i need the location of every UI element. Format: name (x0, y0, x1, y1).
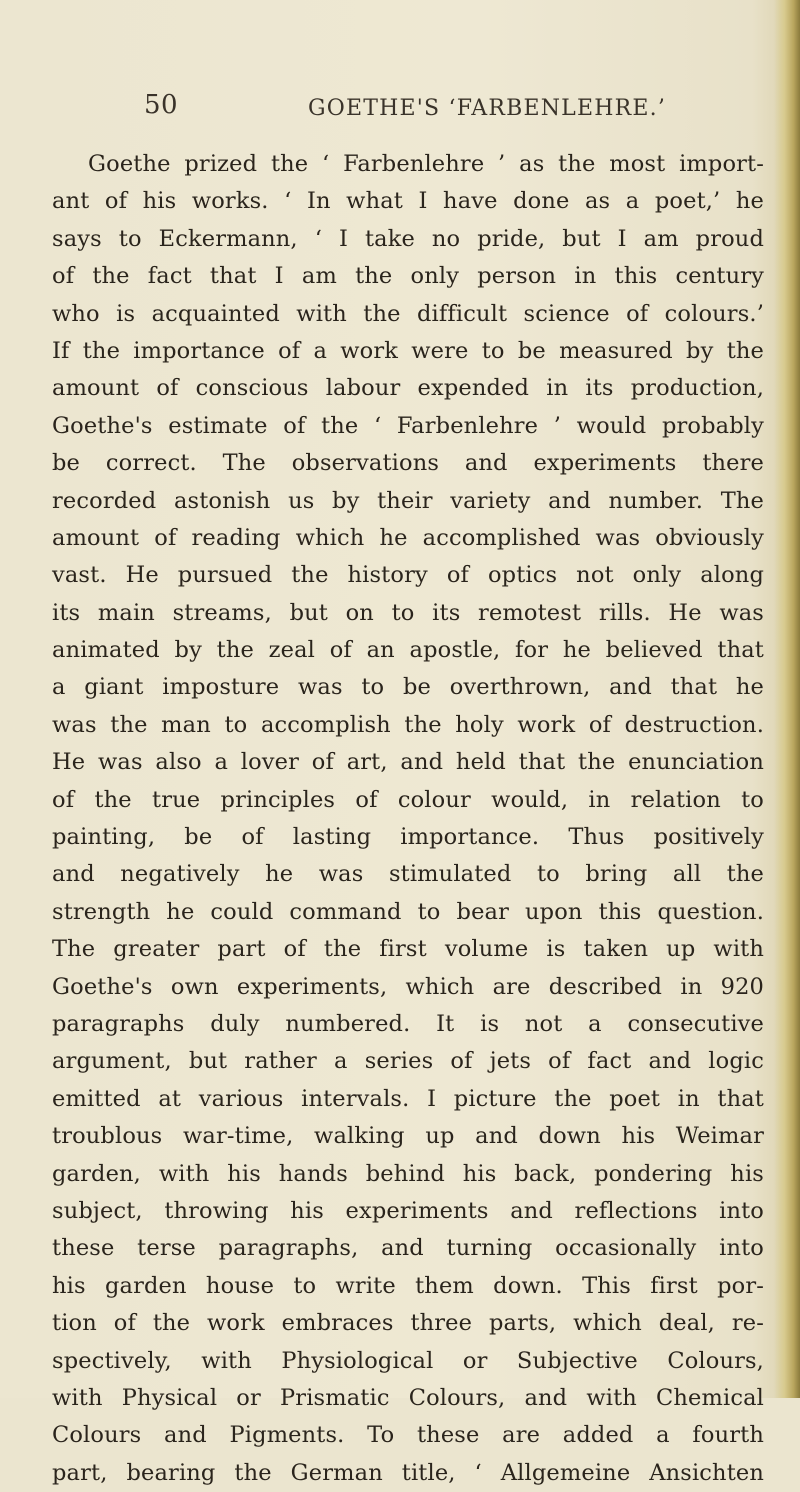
text-line: If the importance of a work were to be measured by the (52, 337, 764, 364)
text-line: argument, but rather a series of jets of fact and logic (52, 1048, 764, 1075)
text-line: subject, throwing his experiments and reflections into (52, 1197, 764, 1224)
text-line: who is acquainted with the difficult science of colours.’ (52, 300, 764, 327)
text-line: amount of conscious labour expended in its production, (52, 375, 764, 402)
text-line: strength he could command to bear upon this question. (52, 898, 764, 925)
text-line: was the man to accomplish the holy work of destruction. (52, 711, 764, 738)
text-line: vast. He pursued the history of optics not only along (52, 562, 764, 589)
text-line: Goethe prized the ‘ Farbenlehre ’ as the most import- (88, 151, 764, 177)
text-line: a giant imposture was to be overthrown, and that he (52, 674, 764, 701)
text-line: recorded astonish us by their variety and number. The (52, 487, 764, 514)
text-line: part, bearing the German title, ‘ Allgemeine Ansichten (52, 1459, 764, 1486)
text-line: these terse paragraphs, and turning occasionally into (52, 1235, 764, 1262)
text-line: Goethe's estimate of the ‘ Farbenlehre ’ would probably (52, 412, 764, 439)
text-line: of the true principles of colour would, in relation to (52, 786, 764, 813)
text-line: amount of reading which he accomplished was obviously (52, 524, 764, 551)
text-line: and negatively he was stimulated to bring all the (52, 861, 764, 888)
page-edge-shadow (774, 0, 800, 1398)
text-line: be correct. The observations and experiments there (52, 450, 764, 477)
running-head: GOETHE'S ‘FARBENLEHRE.’ (308, 96, 667, 121)
text-line: The greater part of the first volume is taken up with (52, 936, 764, 963)
text-line: its main streams, but on to its remotest rills. He was (52, 599, 764, 626)
text-line: He was also a lover of art, and held that the enunciation (52, 749, 764, 776)
text-line: paragraphs duly numbered. It is not a consecutive (52, 1010, 764, 1037)
text-line: his garden house to write them down. This first por- (52, 1272, 764, 1299)
text-line: of the fact that I am the only person in this century (52, 263, 764, 290)
text-line: tion of the work embraces three parts, which deal, re- (52, 1310, 764, 1337)
text-line: with Physical or Prismatic Colours, and with Chemical (52, 1384, 764, 1411)
text-line: painting, be of lasting importance. Thus positively (52, 824, 764, 851)
text-line: troublous war-time, walking up and down his Weimar (52, 1123, 764, 1150)
text-line: Colours and Pigments. To these are added a fourth (52, 1422, 764, 1449)
text-line: says to Eckermann, ‘ I take no pride, but I am proud (52, 225, 764, 252)
text-line: Goethe's own experiments, which are described in 920 (52, 973, 764, 1000)
text-line: animated by the zeal of an apostle, for he believed that (52, 637, 764, 664)
page-header (0, 90, 800, 130)
page-number: 50 (144, 90, 179, 120)
text-line: spectively, with Physiological or Subjective Colours, (52, 1347, 764, 1374)
text-line: ant of his works. ‘ In what I have done as a poet,’ he (52, 188, 764, 215)
text-line: emitted at various intervals. I picture the poet in that (52, 1085, 764, 1112)
text-line: garden, with his hands behind his back, pondering his (52, 1160, 764, 1187)
body-text (52, 146, 764, 1492)
